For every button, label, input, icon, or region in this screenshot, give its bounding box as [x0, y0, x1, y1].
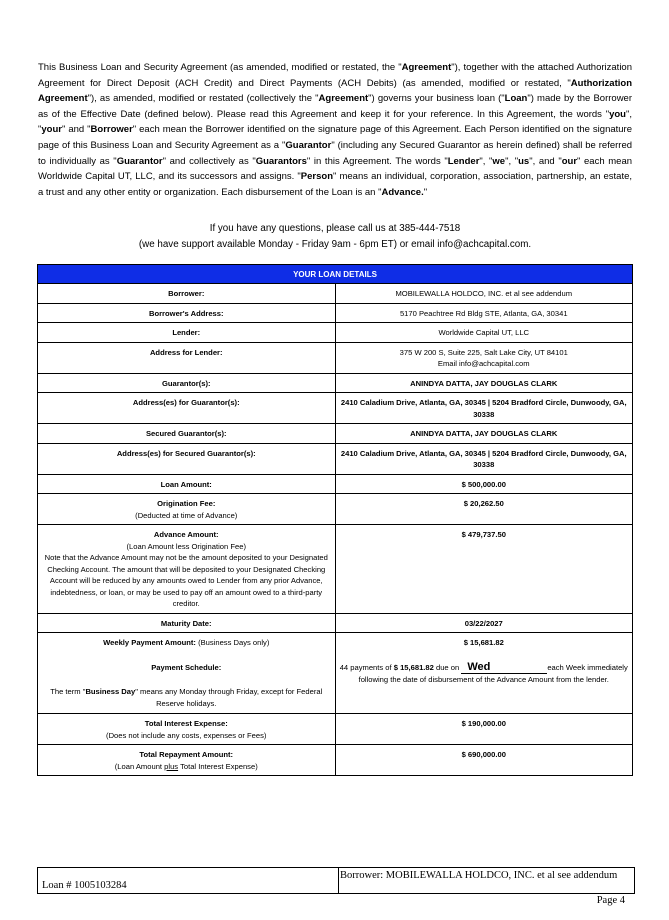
term-your: your [41, 124, 62, 136]
table-row [38, 443, 633, 474]
business-day-definition: The term "Business Day" means any Monday through Friday, except for Federal Reserve holidays. [50, 687, 323, 708]
payment-day: Wed [461, 662, 547, 674]
payment-values-cell [335, 633, 633, 714]
origination-fee-note: (Deducted at time of Advance) [135, 510, 238, 520]
lender-email: Email info@achcapital.com [437, 359, 530, 368]
table-row [38, 494, 633, 525]
advance-amount-disclaimer: Note that the Advance Amount may not be the amount deposited to your Designated Checking Account. The amount that will be deposited to your Designated Checking Account will be reduced by any amounts owed to Lender from any prior Advance, indebtedness, or loan, or may be used to pay off an amount owed to a third-party creditor. [44, 553, 328, 608]
term-agreement-collective: Agreement [318, 93, 369, 105]
borrower-label: Borrower: [38, 284, 336, 304]
term-guarantor-individual: Guarantor [116, 155, 163, 167]
payment-schedule-value: 44 payments of $ 15,681.82 due on Wed each Week immediately following the date of disbursement of the Advance Amount from the lender. [339, 660, 628, 684]
origination-fee-label: Origination Fee: [157, 499, 216, 508]
lender-label: Lender: [38, 323, 336, 343]
term-our: our [561, 155, 578, 167]
table-row [38, 373, 633, 393]
secured-guarantors-address-value: 2410 Caladium Drive, Atlanta, GA, 30345 | 5204 Bradford Circle, Dunwoody, GA, 30338 [335, 443, 633, 474]
plus-word: plus [164, 761, 179, 771]
table-row [38, 745, 633, 776]
contact-phone-line: If you have any questions, please call us at 385-444-7518 [209, 223, 461, 234]
table-row [38, 474, 633, 494]
term-we: we [492, 155, 506, 167]
maturity-date-value: 03/22/2027 [335, 613, 633, 633]
lender-address-label: Address for Lender: [38, 342, 336, 373]
loan-amount-label: Loan Amount: [38, 474, 336, 494]
borrower-value: MOBILEWALLA HOLDCO, INC. et al see addendum [335, 284, 633, 304]
term-guarantor: Guarantor [285, 139, 332, 151]
table-row [38, 613, 633, 633]
weekly-payment-note: (Business Days only) [195, 638, 270, 647]
repayment-cell [38, 745, 336, 776]
loan-number: Loan # 1005103284 [42, 880, 127, 891]
term-agreement: Agreement [401, 62, 452, 73]
secured-guarantors-label: Secured Guarantor(s): [38, 424, 336, 444]
interest-expense-note: (Does not include any costs, expenses or Fees) [106, 730, 267, 740]
lender-address-line: 375 W 200 S, Suite 225, Salt Lake City, UT 84101 [399, 347, 568, 357]
table-row [38, 525, 633, 614]
lender-address-value [335, 342, 633, 373]
repayment-amount-value: $ 690,000.00 [335, 745, 633, 776]
interest-expense-value: $ 190,000.00 [335, 714, 633, 745]
loan-details-table [37, 264, 633, 776]
loan-details-header: YOUR LOAN DETAILS [38, 265, 633, 284]
term-us: us [518, 155, 530, 167]
table-row [38, 633, 633, 714]
term-advance: Advance. [381, 186, 424, 198]
loan-amount-value: $ 500,000.00 [335, 474, 633, 494]
advance-amount-label: Advance Amount: [153, 530, 219, 539]
guarantors-address-label: Address(es) for Guarantor(s): [38, 393, 336, 424]
repayment-amount-note: (Loan Amount plus Total Interest Expense) [114, 761, 258, 771]
repayment-amount-label: Total Repayment Amount: [139, 750, 234, 759]
schedule-amount: $ 15,681.82 [393, 662, 434, 672]
guarantors-label: Guarantor(s): [38, 373, 336, 393]
borrower-address-label: Borrower's Address: [38, 303, 336, 323]
term-guarantors: Guarantors [255, 155, 307, 167]
origination-fee-cell [38, 494, 336, 525]
weekly-payment-line [42, 637, 331, 649]
table-row [38, 393, 633, 424]
secured-guarantors-address-label: Address(es) for Secured Guarantor(s): [38, 443, 336, 474]
interest-cell [38, 714, 336, 745]
footer-divider [338, 868, 339, 893]
contact-support-line: (we have support available Monday - Friday 9am - 6pm ET) or email info@achcapital.com. [138, 238, 532, 250]
table-row [38, 342, 633, 373]
business-day-term: Business Day [85, 687, 136, 696]
payment-cell [38, 633, 336, 714]
weekly-payment-label: Weekly Payment Amount: [103, 638, 196, 647]
term-person: Person [300, 171, 334, 183]
intro-paragraph: This Business Loan and Security Agreement (as amended, modified or restated, the "Agreement"), together with the attached Authorization Agreement for Direct Deposit (ACH Credit) and Direct Payments (ACH Debits) (as amended, modified or restated, "Authorization Agreement"), as amended, modified or restated (collectively the "Agreement") governs your business loan ("Loan") made by the Borrower as of the Effective Date (defined below). Please read this Agreement and keep it for your reference. In this Agreement, the words "you", "your" and "Borrower" each mean the Borrower identified on the signature page of this Agreement. Each Person identified on the signature page of this Business Loan and Security Agreement as a "Guarantor" (including any Secured Guarantor as herein defined) shall be referred to individually as "Guarantor" and collectively as "Guarantors" in this Agreement. The words "Lender", "we", "us", and "our" each mean Worldwide Capital UT, LLC, and its successors and assigns. "Person" means an individual, corporation, association, partnership, an estate, a trust and any other entity or organization. Each disbursement of the Loan is an "Advance." [38, 62, 633, 198]
maturity-date-label: Maturity Date: [38, 613, 336, 633]
payment-schedule-label: Payment Schedule: [151, 662, 222, 672]
table-row [38, 303, 633, 323]
term-borrower: Borrower [90, 124, 133, 136]
guarantors-address-value: 2410 Caladium Drive, Atlanta, GA, 30345 | 5204 Bradford Circle, Dunwoody, GA, 30338 [335, 393, 633, 424]
table-row [38, 714, 633, 745]
weekly-payment-value: $ 15,681.82 [463, 638, 504, 647]
lender-value: Worldwide Capital UT, LLC [335, 323, 633, 343]
contact-info [38, 221, 632, 252]
term-loan: Loan [504, 93, 528, 105]
borrower-address-value: 5170 Peachtree Rd Bldg STE, Atlanta, GA, 30341 [335, 303, 633, 323]
footer-borrower: Borrower: MOBILEWALLA HOLDCO, INC. et al see addendum [340, 870, 618, 881]
table-row [38, 284, 633, 304]
footer-box [37, 867, 635, 894]
origination-fee-value: $ 20,262.50 [335, 494, 633, 525]
interest-expense-label: Total Interest Expense: [144, 719, 228, 728]
page-number: Page 4 [596, 895, 625, 906]
advance-amount-cell [38, 525, 336, 614]
term-lender: Lender [447, 155, 480, 167]
table-row [38, 323, 633, 343]
secured-guarantors-value: ANINDYA DATTA, JAY DOUGLAS CLARK [335, 424, 633, 444]
term-authorization-agreement: Authorization Agreement [38, 77, 632, 105]
guarantors-value: ANINDYA DATTA, JAY DOUGLAS CLARK [335, 373, 633, 393]
advance-amount-note: (Loan Amount less Origination Fee) [126, 541, 246, 551]
term-you: you [609, 108, 626, 120]
table-row [38, 424, 633, 444]
advance-amount-value: $ 479,737.50 [335, 525, 633, 614]
